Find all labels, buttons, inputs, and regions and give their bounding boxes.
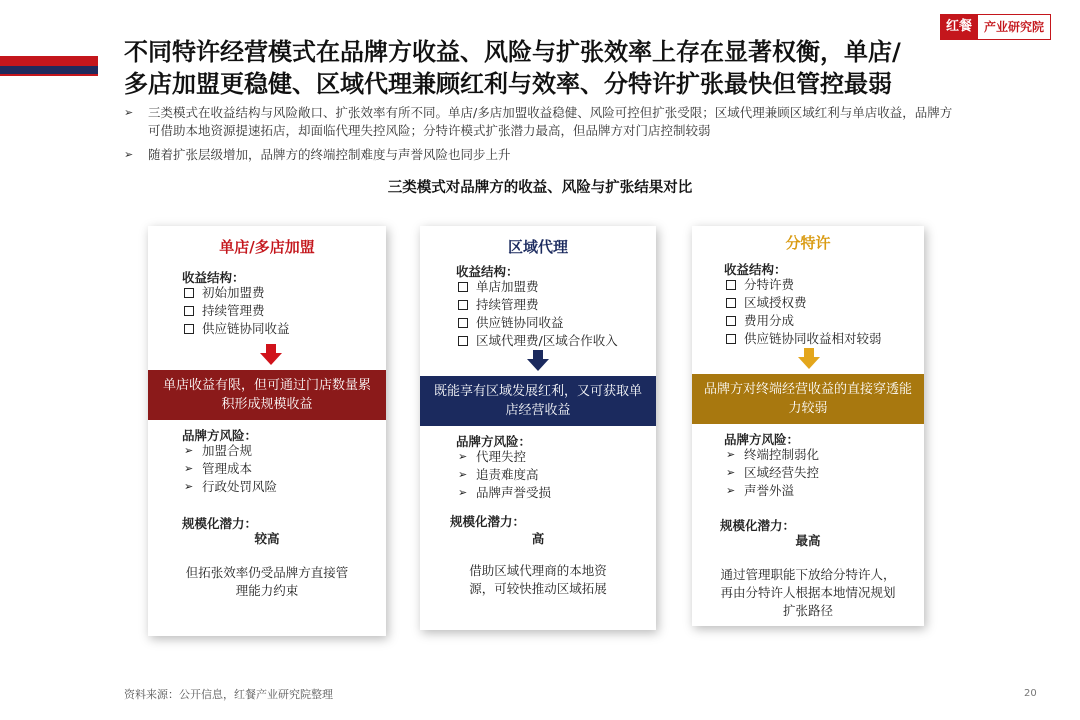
list-item: 费用分成 (726, 312, 882, 330)
list-item: 供应链协同收益 (458, 314, 618, 332)
risk-heading: 品牌方风险： (724, 432, 800, 447)
chevron-right-icon: ➢ (124, 106, 134, 119)
chevron-right-icon: ➢ (458, 468, 468, 481)
risk-list (458, 448, 551, 502)
card-title: 区域代理 (507, 238, 568, 256)
summary-bullet (124, 146, 964, 164)
list-item: 单店加盟费 (458, 278, 618, 296)
card-title: 单店/多店加盟 (219, 238, 315, 256)
square-bullet-icon (726, 334, 736, 344)
header-accent-blue (0, 66, 98, 74)
header-accent-line (0, 74, 98, 76)
summary-band: 品牌方对终端经营收益的直接穿透能力较弱 (692, 374, 924, 424)
potential-value: 高 (531, 531, 545, 546)
chevron-right-icon: ➢ (458, 450, 468, 463)
list-item: 供应链协同收益 (184, 320, 290, 338)
risk-heading: 品牌方风险： (456, 434, 532, 449)
chevron-right-icon: ➢ (726, 466, 736, 479)
card-title: 分特许 (785, 234, 831, 252)
chevron-right-icon: ➢ (184, 444, 194, 457)
square-bullet-icon (458, 282, 468, 292)
revenue-list (184, 284, 290, 338)
list-item: ➢ 声誉外溢 (726, 483, 795, 498)
chevron-right-icon: ➢ (184, 480, 194, 493)
chevron-right-icon: ➢ (458, 486, 468, 499)
risk-heading: 品牌方风险： (182, 428, 258, 443)
section-subtitle: 三类模式对品牌方的收益、风险与扩张结果对比 (387, 180, 693, 196)
revenue-heading: 收益结构： (182, 270, 245, 285)
page-number: 20 (1024, 688, 1037, 699)
square-bullet-icon (184, 306, 194, 316)
list-item: ➢ 管理成本 (184, 461, 253, 476)
square-bullet-icon (458, 300, 468, 310)
card-note: 借助区域代理商的本地资源，可较快推动区域拓展 (469, 563, 607, 596)
page-title (124, 36, 944, 100)
list-item: 分特许费 (726, 276, 882, 294)
chevron-right-icon: ➢ (726, 484, 736, 497)
title-line-2: 多店加盟更稳健、区域代理兼顾红利与效率、分特许扩张最快但管控最弱 (124, 70, 892, 98)
list-item: ➢ 终端控制弱化 (726, 447, 820, 462)
card-regional-agent (420, 226, 656, 630)
card-sub-franchise (692, 226, 924, 626)
list-item: ➢ 品牌声誉受损 (458, 485, 552, 500)
list-item: 区域授权费 (726, 294, 882, 312)
list-item: 区域代理费/区域合作收入 (458, 332, 618, 350)
list-item: 持续管理费 (458, 296, 618, 314)
brand-logo (940, 14, 1051, 40)
revenue-list (458, 278, 618, 350)
potential-value: 较高 (254, 531, 280, 546)
list-item: 供应链协同收益相对较弱 (726, 330, 882, 348)
potential-heading: 规模化潜力： (182, 516, 258, 531)
square-bullet-icon (726, 316, 736, 326)
card-note: 但拓张效率仍受品牌方直接管理能力约束 (185, 565, 349, 598)
logo-mark: 红餐 (940, 14, 978, 40)
summary-bullet (124, 104, 964, 140)
revenue-heading: 收益结构： (456, 264, 519, 279)
list-item: ➢ 加盟合规 (184, 443, 253, 458)
bullet-text: 随着扩张层级增加，品牌方的终端控制难度与声誉风险也同步上升 (148, 147, 511, 162)
square-bullet-icon (184, 324, 194, 334)
risk-list (184, 442, 277, 496)
revenue-heading: 收益结构： (724, 262, 787, 277)
risk-list (726, 446, 819, 500)
summary-band: 单店收益有限，但可通过门店数量累积形成规模收益 (148, 370, 386, 420)
list-item: 持续管理费 (184, 302, 290, 320)
source-note: 资料来源：公开信息，红餐产业研究院整理 (124, 688, 333, 701)
square-bullet-icon (726, 298, 736, 308)
square-bullet-icon (458, 336, 468, 346)
square-bullet-icon (726, 280, 736, 290)
down-arrow-icon (798, 348, 820, 370)
list-item: ➢ 追责难度高 (458, 467, 539, 482)
list-item: 初始加盟费 (184, 284, 290, 302)
square-bullet-icon (458, 318, 468, 328)
bullet-text: 三类模式在收益结构与风险敞口、扩张效率有所不同。单店/多店加盟收益稳健、风险可控但扩张受限；区域代理兼顾区域红利与单店收益，品牌方可借助本地资源提速拓店，却面临代理失控风险；分特许模式扩张潜力最高，但品牌方对门店控制较弱 (148, 105, 953, 138)
revenue-list (726, 276, 882, 348)
title-line-1: 不同特许经营模式在品牌方收益、风险与扩张效率上存在显著权衡，单店/ (124, 38, 901, 66)
chevron-right-icon: ➢ (726, 448, 736, 461)
list-item: ➢ 区域经营失控 (726, 465, 820, 480)
summary-band: 既能享有区域发展红利，又可获取单店经营收益 (420, 376, 656, 426)
square-bullet-icon (184, 288, 194, 298)
chevron-right-icon: ➢ (124, 148, 134, 161)
logo-text: 产业研究院 (978, 14, 1051, 40)
potential-value: 最高 (795, 533, 821, 548)
list-item: ➢ 行政处罚风险 (184, 479, 278, 494)
header-accent-red (0, 56, 98, 66)
list-item: ➢ 代理失控 (458, 449, 527, 464)
potential-heading: 规模化潜力： (450, 514, 526, 529)
card-single-store (148, 226, 386, 636)
down-arrow-icon (527, 350, 549, 372)
summary-bullets (124, 104, 964, 170)
potential-heading: 规模化潜力： (720, 518, 796, 533)
card-note: 通过管理职能下放给分特许人，再由分特许人根据本地情况规划扩张路径 (720, 567, 896, 618)
down-arrow-icon (260, 344, 282, 366)
chevron-right-icon: ➢ (184, 462, 194, 475)
